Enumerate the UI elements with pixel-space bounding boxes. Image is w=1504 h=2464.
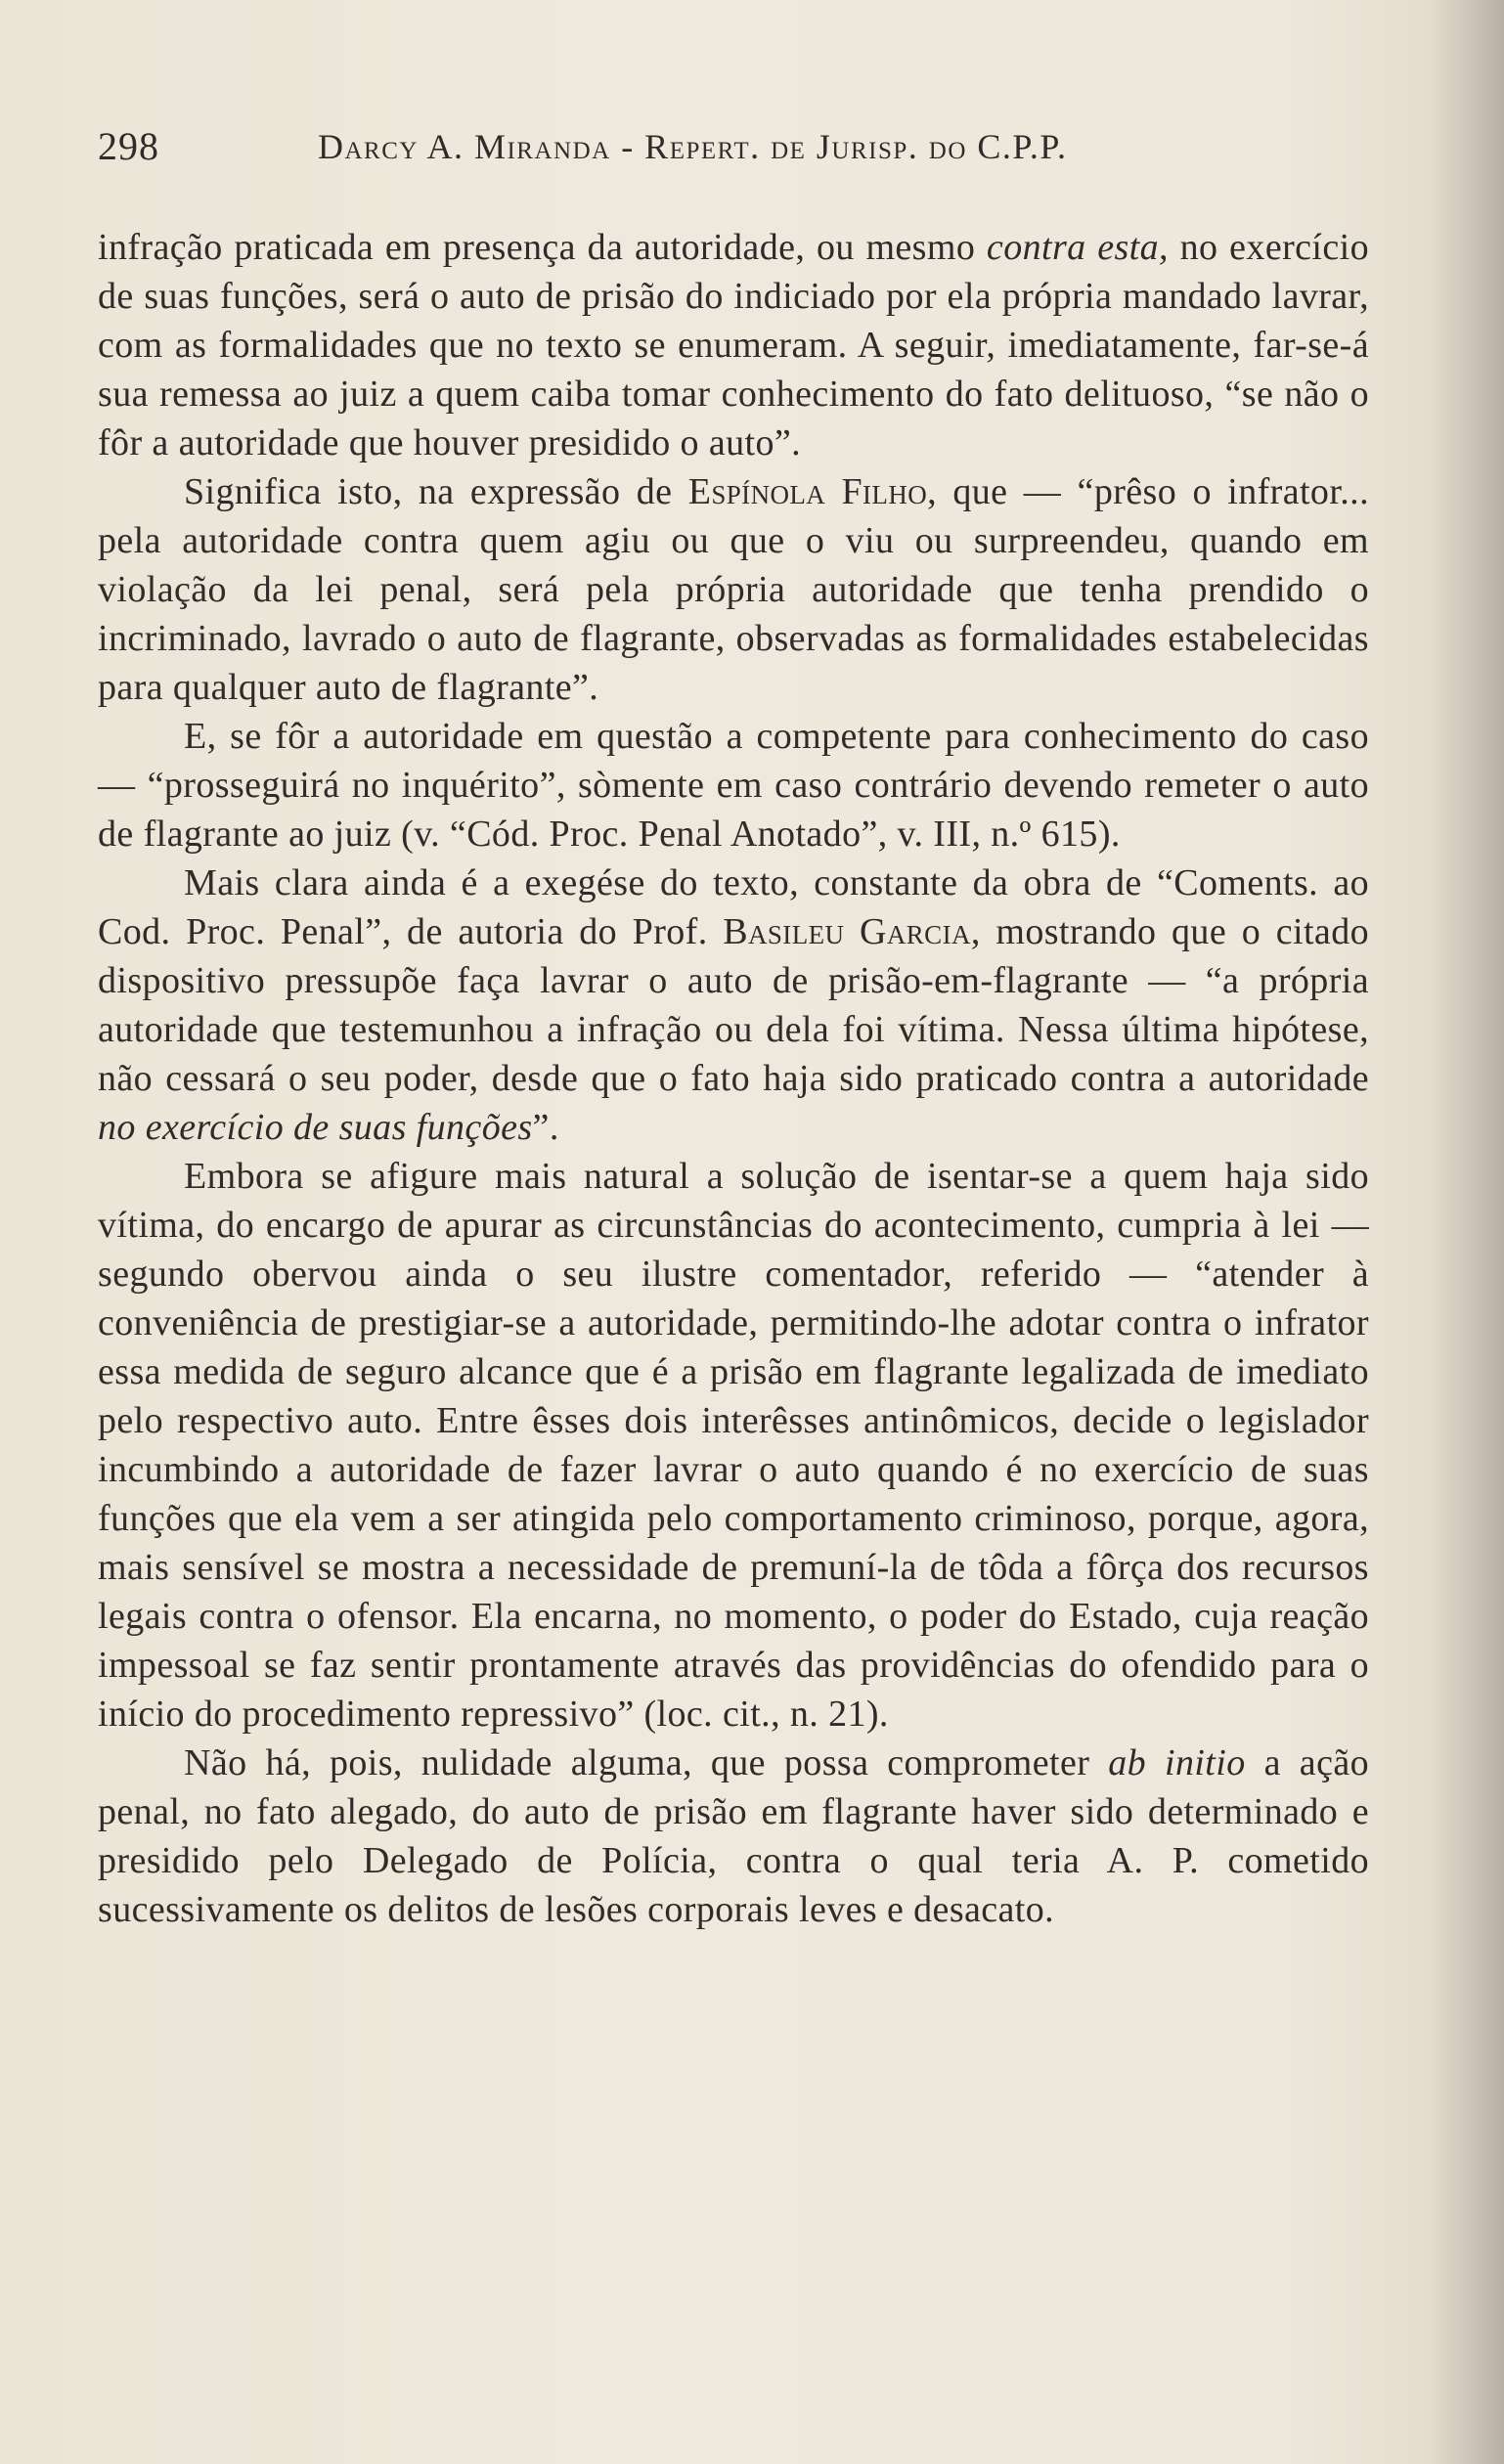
paragraph-text: ”. xyxy=(532,1107,559,1148)
italic-text: contra esta, xyxy=(986,227,1169,268)
paragraph-text: que — “prêso o infrator... pela autoridade contra quem agiu ou que o viu ou surpreendeu, quando em violação da lei penal, será pela própria autoridade que tenha prendido o incriminado, lavrado o auto de flagrante, observadas as formalidades estabelecidas para qualquer auto de flagrante”. xyxy=(98,471,1369,708)
body-text xyxy=(98,223,1369,2325)
paragraph-2 xyxy=(98,467,1369,712)
page-header xyxy=(98,117,1389,176)
paragraph-text: Mais clara ainda é a exegése do texto, constante da obra de “Coments. ao Cod. Proc. Penal”, de autoria do Prof. xyxy=(98,862,1369,952)
page-number: 298 xyxy=(98,124,159,168)
paragraph-text: infração praticada em presença da autoridade, ou mesmo xyxy=(98,227,987,268)
paragraph-text: no exercício de suas funções, será o auto de prisão do indiciado por ela própria mandado lavrar, com as formalidades que no texto se enumeram. A seguir, imediatamente, far-se-á sua remessa ao juiz a quem caiba tomar conhecimento do fato delituoso, “se não o fôr a autoridade que houver presidido o auto”. xyxy=(98,227,1369,463)
paragraph-text: mostrando que o citado dispositivo pressupõe faça lavrar o auto de prisão-em-flagrante — “a própria autoridade que testemunhou a infração ou dela foi vítima. Nessa última hipótese, não cessará o seu poder, desde que o fato haja sido praticado contra a autoridade xyxy=(98,911,1369,1099)
paragraph-text: E, se fôr a autoridade em questão a competente para conhecimento do caso — “prosseguirá no inquérito”, sòmente em caso contrário devendo remeter o auto de flagrante ao juiz (v. “Cód. Proc. Penal Anotado”, v. III, n.º 615). xyxy=(98,716,1369,855)
author-name: Espínola Filho, xyxy=(687,471,938,512)
italic-text: ab initio xyxy=(1108,1742,1246,1783)
paragraph-text: Embora se afigure mais natural a solução de isentar-se a quem haja sido vítima, do encargo de apurar as circunstâncias do acontecimento, cumpria à lei — segundo obervou ainda o seu ilustre comentador, referido — “atender à conveniência de prestigiar-se a autoridade, permitindo-lhe adotar contra o infrator essa medida de seguro alcance que é a prisão em flagrante legalizada de imediato pelo respectivo auto. Entre êsses dois interêsses antinômicos, decide o legislador incumbindo a autoridade de fazer lavrar o auto quando é no exercício de suas funções que ela vem a ser atingida pelo comportamento criminoso, porque, agora, mais sensível se mostra a necessidade de premuní-la de tôda a fôrça dos recursos legais contra o ofensor. Ela encarna, no momento, o poder do Estado, cuja reação impessoal se faz sentir prontamente através das providências do ofendido para o início do procedimento repressivo” (loc. cit., n. 21). xyxy=(98,1156,1369,1735)
paragraph-4 xyxy=(98,858,1369,1152)
paragraph-3 xyxy=(98,712,1369,858)
running-head: Darcy A. Miranda - Repert. de Jurisp. do C.P.P. xyxy=(318,127,1068,166)
paragraph-6 xyxy=(98,1738,1369,1934)
italic-text: no exercício de suas funções xyxy=(98,1107,533,1148)
paragraph-text: Não há, pois, nulidade alguma, que possa comprometer xyxy=(184,1742,1109,1783)
author-name: Basileu Garcia, xyxy=(723,911,981,952)
paragraph-text: a ação penal, no fato alegado, do auto de prisão em flagrante haver sido determinado e presidido pelo Delegado de Polícia, contra o qual teria A. P. cometido sucessivamente os delitos de lesões corporais leves e desacato. xyxy=(98,1742,1369,1930)
paragraph-text: Significa isto, na expressão de xyxy=(184,471,688,512)
paragraph-5 xyxy=(98,1152,1369,1738)
paragraph-1 xyxy=(98,223,1369,467)
